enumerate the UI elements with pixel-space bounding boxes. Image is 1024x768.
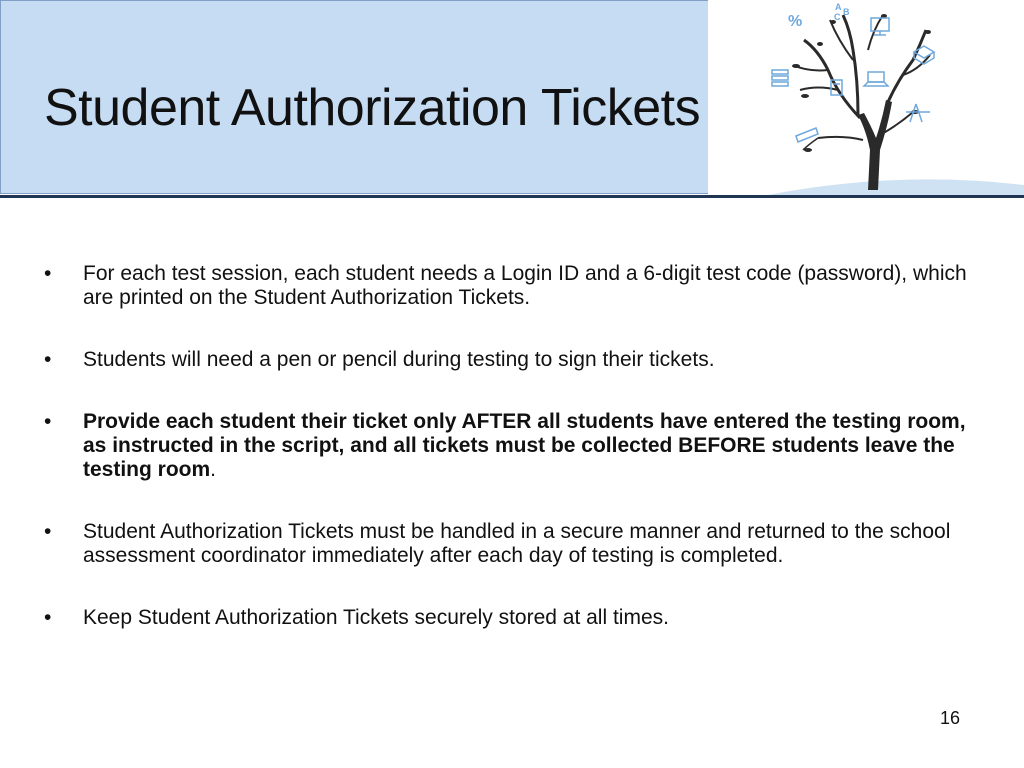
bullet-item [44, 410, 974, 482]
svg-text:B: B [843, 7, 850, 17]
tree-icon [793, 15, 930, 190]
hill-shape [768, 179, 1024, 195]
percent-icon: % [788, 13, 803, 30]
bullet-item [44, 520, 974, 568]
bullet-marker: • [44, 348, 52, 371]
bullet-item [44, 606, 974, 630]
bullet-marker: • [44, 520, 52, 543]
tree-illustration [708, 0, 1024, 195]
bullet-text: Student Authorization Tickets must be handled in a secure manner and returned to the school assessment coordinator immediately after each day of testing is completed. [83, 520, 951, 567]
page-number: 16 [940, 708, 961, 728]
bullet-item [44, 262, 974, 310]
stack-icon [772, 70, 788, 86]
bullet-text-bold: Provide each student their ticket only AFTER all students have entered the testing room, as instructed in the script, and all tickets must be collected BEFORE students leave the testing room [83, 410, 966, 481]
bullet-text: Students will need a pen or pencil during testing to sign their tickets. [83, 348, 715, 371]
bullet-text-trail: . [210, 458, 217, 481]
header-divider [0, 195, 1024, 198]
bullet-text: Keep Student Authorization Tickets securely stored at all times. [83, 606, 669, 629]
slide-header [0, 0, 1024, 198]
abc-blocks-icon [834, 2, 850, 22]
bullet-list [44, 262, 974, 668]
slide-title: Student Authorization Tickets [44, 79, 701, 137]
bullet-marker: • [44, 410, 52, 433]
svg-text:C: C [834, 12, 841, 22]
bullet-item [44, 348, 974, 372]
svg-text:A: A [835, 2, 842, 12]
bullet-text: For each test session, each student needs a Login ID and a 6-digit test code (password), which are printed on the Student Authorization Tickets. [83, 262, 967, 309]
bullet-marker: • [44, 606, 52, 629]
laptop-icon [864, 72, 888, 86]
bullet-marker: • [44, 262, 52, 285]
